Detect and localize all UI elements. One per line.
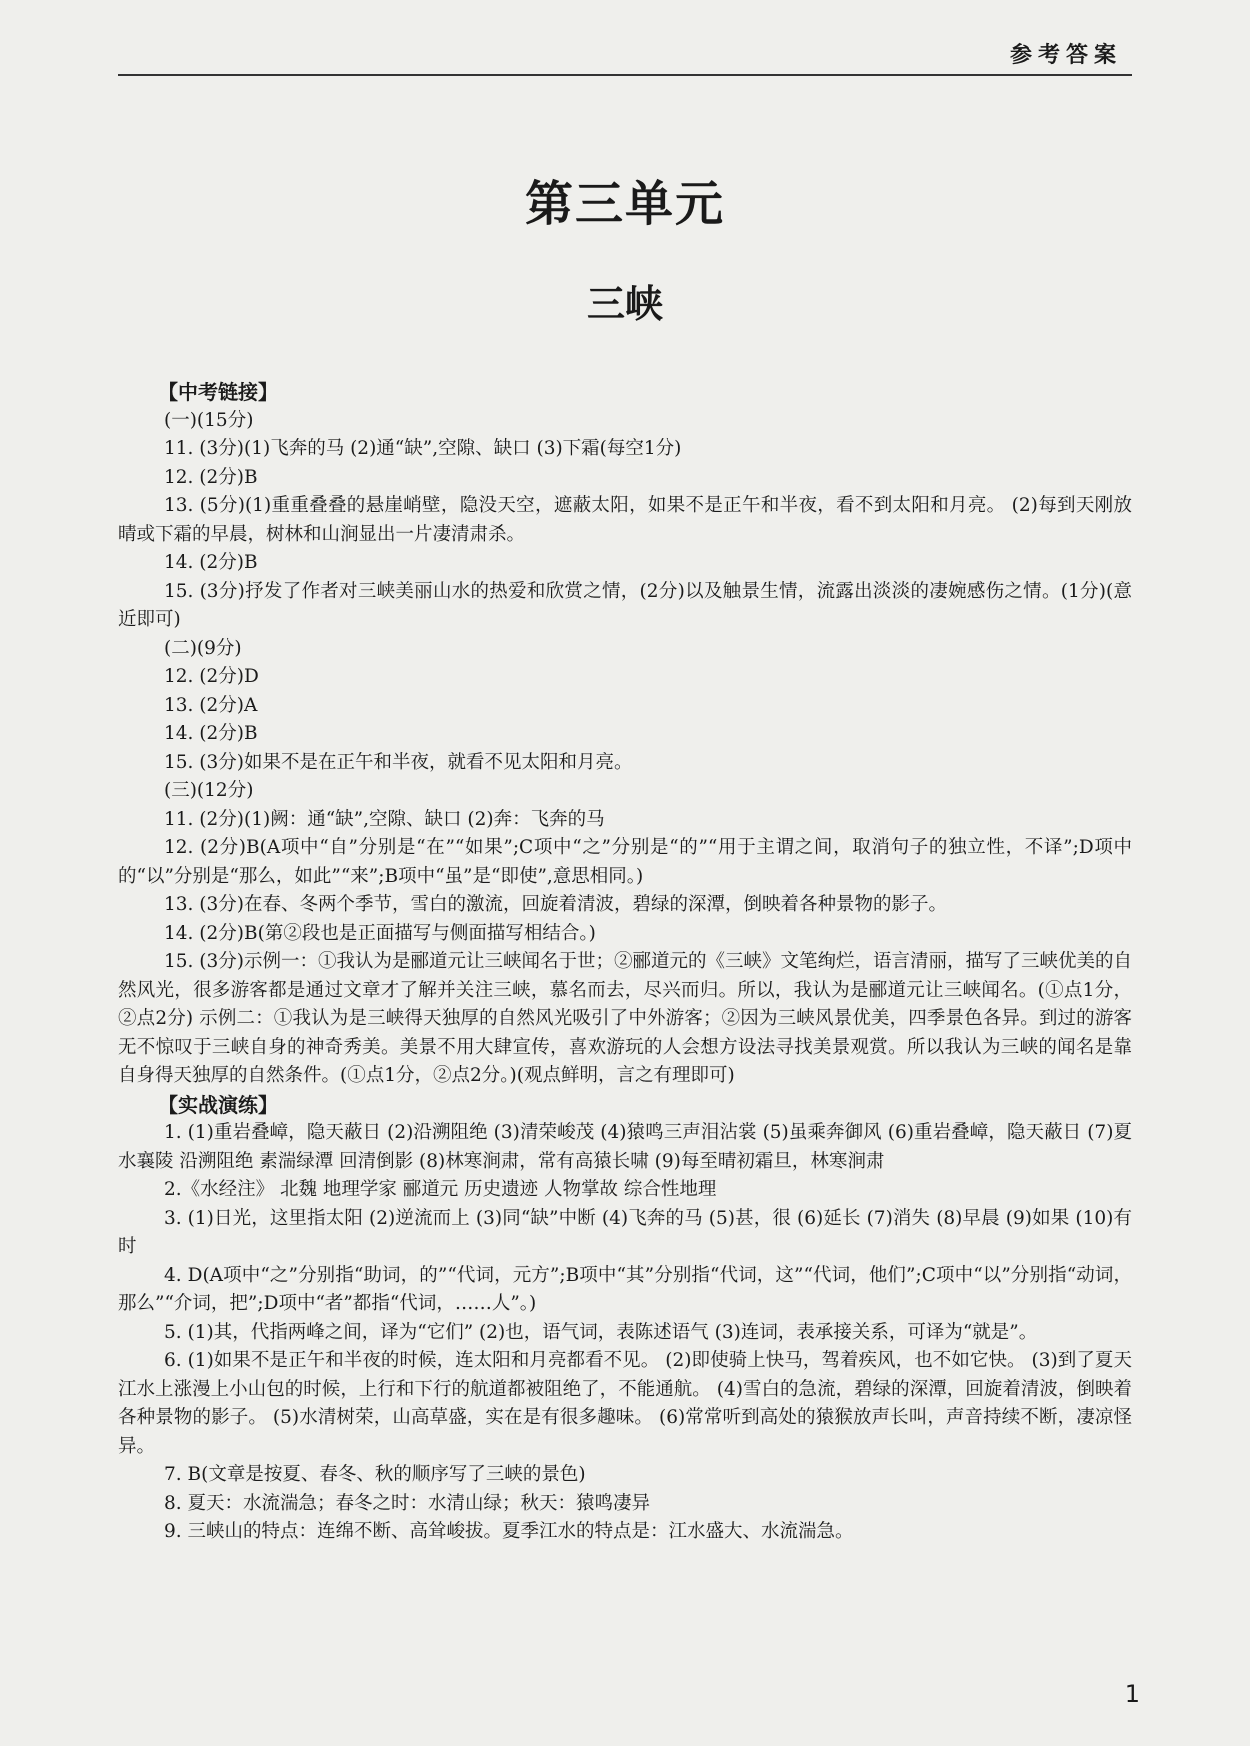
answer-item: 6. (1)如果不是正午和半夜的时候，连太阳和月亮都看不见。 (2)即使骑上快马，驾着疾风，也不如它快。 (3)到了夏天江水上涨漫上小山包的时候，上行和下行的航道都被阻绝了，不能通航。 (4)雪白的急流，碧绿的深潭，回旋着清波，倒映着各种景物的影子。 (5)水清树荣，山高草盛，实在是有很多趣味。 (6)常常听到高处的猿猴放声长叫，声音持续不断，凄凉怪异。 — [118, 1350, 1132, 1457]
answer-item: 9. 三峡山的特点：连绵不断、高耸峻拔。夏季江水的特点是：江水盛大、水流湍急。 — [164, 1521, 854, 1542]
answer-item: 11. (2分)(1)阙：通“缺”,空隙、缺口 (2)奔：飞奔的马 — [164, 808, 605, 830]
part-label: (二)(9分) — [164, 637, 242, 659]
unit-title: 第三单元 — [524, 176, 725, 232]
answer-item: 8. 夏天：水流湍急；春冬之时：水清山绿；秋天：猿鸣凄异 — [164, 1492, 651, 1514]
answer-item: 13. (3分)在春、冬两个季节，雪白的激流，回旋着清波，碧绿的深潭，倒映着各种景物的影子。 — [164, 894, 948, 915]
section-heading-practice: 【实战演练】 — [158, 1092, 278, 1117]
answer-item: 14. (2分)B(第②段也是正面描写与侧面描写相结合。) — [164, 922, 596, 944]
page-header — [118, 30, 1132, 76]
page-number: 1 — [1124, 1680, 1140, 1708]
part-label: (三)(12分) — [164, 780, 254, 801]
answer-item: 1. (1)重岩叠嶂，隐天蔽日 (2)沿溯阻绝 (3)清荣峻茂 (4)猿鸣三声泪沾裳 (5)虽乘奔御风 (6)重岩叠嶂，隐天蔽日 (7)夏水襄陵 沿溯阻绝 素湍绿潭 回清倒影 (8)林寒涧肃，常有高猿长啸 (9)每至晴初霜旦，林寒涧肃 — [118, 1122, 1132, 1172]
answer-item: 11. (3分)(1)飞奔的马 (2)通“缺”,空隙、缺口 (3)下霜(每空1分) — [164, 438, 682, 459]
answer-item: 15. (3分)如果不是在正午和半夜，就看不见太阳和月亮。 — [164, 751, 633, 773]
answer-item: 15. (3分)抒发了作者对三峡美丽山水的热爱和欣赏之情，(2分)以及触景生情，流露出淡淡的凄婉感伤之情。(1分)(意近即可) — [118, 580, 1132, 630]
part-label: (一)(15分) — [164, 409, 254, 431]
answer-item: 12. (2分)D — [164, 666, 259, 687]
answer-item: 14. (2分)B — [164, 723, 258, 744]
lesson-title: 三峡 — [586, 282, 663, 326]
answer-item: 5. (1)其，代指两峰之间，译为“它们” (2)也，语气词，表陈述语气 (3)连词，表承接关系，可译为“就是”。 — [164, 1321, 1038, 1343]
answer-item: 7. B(文章是按夏、春冬、秋的顺序写了三峡的景色) — [164, 1464, 586, 1485]
answer-item: 3. (1)日光，这里指太阳 (2)逆流而上 (3)同“缺”中断 (4)飞奔的马 (5)甚，很 (6)延长 (7)消失 (8)早晨 (9)如果 (10)有时 — [118, 1207, 1132, 1257]
answer-item: 13. (2分)A — [164, 694, 258, 716]
answer-item: 4. D(A项中“之”分别指“助词，的”“代词，元方”;B项中“其”分别指“代词，这”“代词，他们”;C项中“以”分别指“动词，那么”“介词，把”;D项中“者”都指“代词，……人”。) — [118, 1264, 1132, 1314]
header-title: 参考答案 — [1009, 43, 1122, 68]
answer-item: 12. (2分)B — [164, 466, 258, 488]
section-heading-exam-link: 【中考链接】 — [158, 380, 278, 404]
answer-item: 2.《水经注》 北魏 地理学家 郦道元 历史遗迹 人物掌故 综合性地理 — [164, 1179, 717, 1200]
answer-item: 14. (2分)B — [164, 552, 258, 573]
answer-item: 13. (5分)(1)重重叠叠的悬崖峭壁，隐没天空，遮蔽太阳，如果不是正午和半夜，看不到太阳和月亮。 (2)每到天刚放晴或下霜的早晨，树林和山涧显出一片凄清肃杀。 — [118, 495, 1132, 545]
answer-item: 12. (2分)B(A项中“自”分别是“在”“如果”;C项中“之”分别是“的”“用于主谓之间，取消句子的独立性，不译”;D项中的“以”分别是“那么，如此”“来”;B项中“虽”是“即使”,意思相同。) — [118, 837, 1132, 887]
answer-content — [118, 378, 1132, 1547]
answer-item: 15. (3分)示例一：①我认为是郦道元让三峡闻名于世；②郦道元的《三峡》文笔绚烂，语言清丽，描写了三峡优美的自然风光，很多游客都是通过文章才了解并关注三峡，慕名而去，尽兴而归。所以，我认为是郦道元让三峡闻名。(①点1分，②点2分) 示例二：①我认为是三峡得天独厚的自然风光吸引了中外游客；②因为三峡风景优美，四季景色各异。到过的游客无不惊叹于三峡自身的神奇秀美。美景不用大肆宣传，喜欢游玩的人会想方设法寻找美景观赏。所以我认为三峡的闻名是靠自身得天独厚的自然条件。(①点1分，②点2分。)(观点鲜明，言之有理即可) — [118, 951, 1133, 1086]
